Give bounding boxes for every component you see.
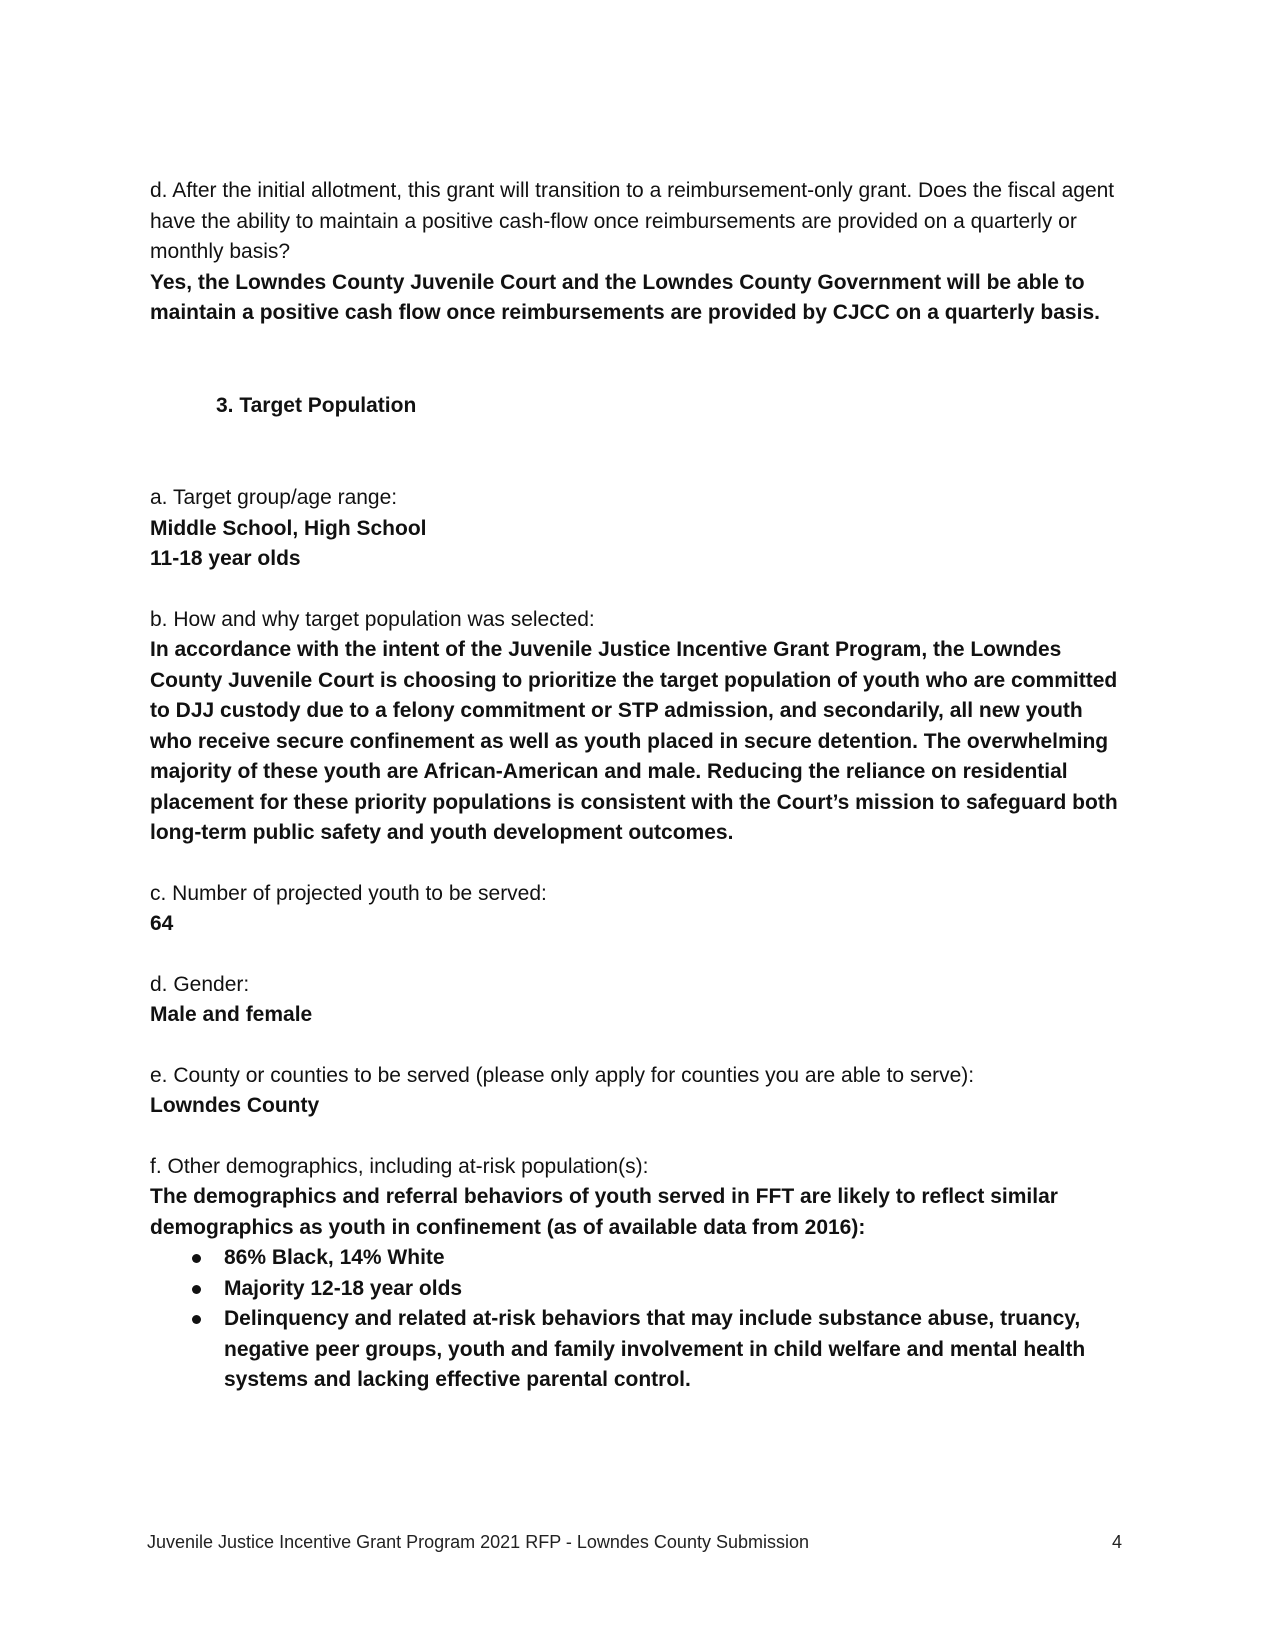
gender-question: d. Gender: — [150, 972, 250, 996]
bullet-text: Delinquency and related at-risk behaviors that may include substance abuse, truancy, negative peer groups, youth and family involvement in child welfare and mental health systems and lacking effective parental control. — [224, 1307, 1086, 1391]
page-number: 4 — [1111, 1532, 1122, 1552]
demographics-bullet-list — [150, 1243, 1130, 1396]
list-item — [224, 1304, 1130, 1396]
list-item — [224, 1243, 1130, 1274]
projected-youth-question: c. Number of projected youth to be served: — [150, 881, 547, 905]
selection-question: b. How and why target population was selected: — [150, 607, 595, 631]
gender-answer: Male and female — [150, 1003, 313, 1026]
demographics-question: f. Other demographics, including at-risk population(s): — [150, 1154, 649, 1178]
bullet-icon — [192, 1254, 201, 1263]
target-group-answer-line2: 11-18 year olds — [150, 547, 301, 570]
list-item — [224, 1274, 1130, 1305]
bullet-text: 86% Black, 14% White — [224, 1246, 445, 1269]
page-footer — [147, 1532, 1122, 1553]
bullet-icon — [192, 1285, 201, 1294]
target-group-answer-line1: Middle School, High School — [150, 516, 427, 540]
counties-answer: Lowndes County — [150, 1094, 320, 1117]
bullet-icon — [192, 1315, 201, 1324]
target-group-question: a. Target group/age range: — [150, 486, 398, 509]
footer-text: Juvenile Justice Incentive Grant Program 2021 RFP - Lowndes County Submission — [147, 1532, 809, 1552]
section-heading: 3. Target Population — [216, 393, 417, 417]
bullet-text: Majority 12-18 year olds — [224, 1276, 463, 1300]
document-page — [150, 176, 1130, 1396]
selection-answer: In accordance with the intent of the Juvenile Justice Incentive Grant Program, the Lowndes County Juvenile Court is choosing to prioritize the target population of youth who are committed to DJJ custody due to a felony commitment or STP admission, and secondarily, all new youth who receive secure confinement as well as youth placed in secure detention. The overwhelming majority of these youth are African-American and male. Reducing the reliance on residential placement for these priority populations is consistent with the Court’s mission to safeguard both long-term public safety and youth development outcomes. — [150, 638, 1118, 844]
fiscal-answer: Yes, the Lowndes County Juvenile Court and the Lowndes County Government will be able to maintain a positive cash flow once reimbursements are provided by CJCC on a quarterly basis. — [150, 270, 1100, 324]
projected-youth-answer: 64 — [150, 912, 174, 935]
counties-question: e. County or counties to be served (please only apply for counties you are able to serve): — [150, 1063, 975, 1087]
demographics-intro: The demographics and referral behaviors of youth served in FFT are likely to reflect similar demographics as youth in confinement (as of available data from 2016): — [150, 1185, 1058, 1239]
fiscal-question: d. After the initial allotment, this grant will transition to a reimbursement-only grant. Does the fiscal agent have the ability to maintain a positive cash-flow once reimbursements are provided on a quarterly or monthly basis? — [150, 179, 1115, 263]
